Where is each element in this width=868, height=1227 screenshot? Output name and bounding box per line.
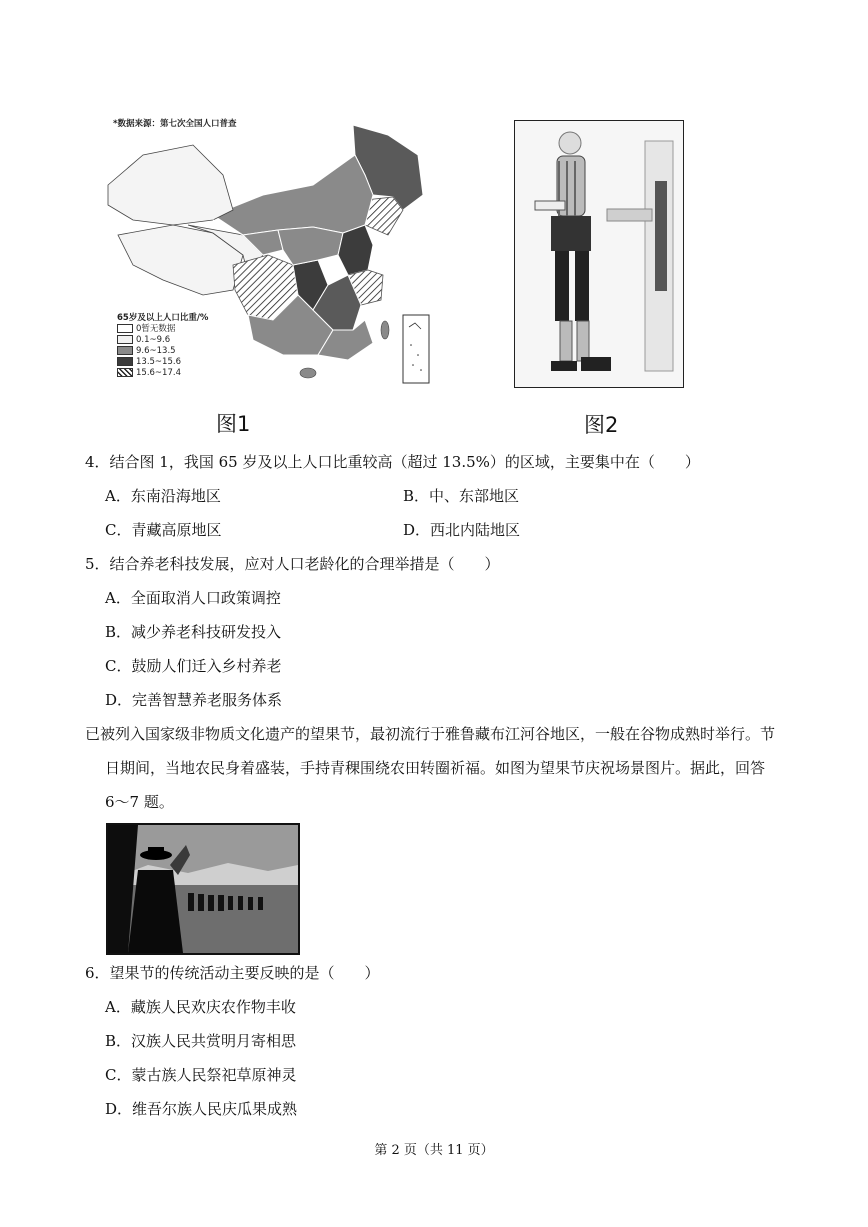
legend-title: 65岁及以上人口比重/% [117,313,209,323]
legend-swatch [117,357,133,366]
q6-option-d[interactable]: D．维吾尔族人民庆瓜果成熟 [105,1100,298,1118]
q6-option-c[interactable]: C．蒙古族人民祭祀草原神灵 [105,1066,297,1084]
legend-swatch [117,368,133,377]
q5-option-a[interactable]: A．全面取消人口政策调控 [105,589,281,607]
exoskeleton-illustration [515,121,683,387]
legend-swatch [117,335,133,344]
passage [85,717,800,819]
legend-item [117,368,208,379]
q5-stem: 5．结合养老科技发展，应对人口老龄化的合理举措是（ ） [85,555,500,573]
legend-label: 0暂无数据 [136,324,176,334]
legend-label: 9.6~13.5 [136,346,176,356]
figure1-map [103,115,433,390]
passage-line2: 日期间，当地农民身着盛装，手持青稞围绕农田转圈祈福。如图为望果节庆祝场景图片。据此，回答 [105,759,766,777]
q4-stem: 4．结合图 1，我国 65 岁及以上人口比重较高（超过 13.5%）的区域，主要集中在（ ） [85,453,700,471]
figure1-caption: 图1 [216,412,251,436]
festival-illustration [108,825,298,953]
q6-option-b[interactable]: B．汉族人民共赏明月寄相思 [105,1032,297,1050]
q6-option-a[interactable]: A．藏族人民欢庆农作物丰收 [105,998,296,1016]
passage-line1: 已被列入国家级非物质文化遗产的望果节，最初流行于雅鲁藏布江河谷地区，一般在谷物成熟时举行。节 [85,725,776,743]
passage-line3: 6～7 题。 [105,793,174,811]
map-source-note: *数据来源：第七次全国人口普查 [113,119,237,129]
q6-stem: 6．望果节的传统活动主要反映的是（ ） [85,964,380,982]
map-legend [117,313,208,379]
legend-item [117,335,208,346]
q5-option-b[interactable]: B．减少养老科技研发投入 [105,623,282,641]
legend-label: 0.1~9.6 [136,335,171,345]
festival-photo [106,823,300,955]
page-footer: 第 2 页（共 11 页） [374,1143,494,1158]
legend-label: 15.6~17.4 [136,368,181,378]
q4-option-c[interactable]: C．青藏高原地区 [105,521,222,539]
legend-item [117,346,208,357]
q4-option-b[interactable]: B．中、东部地区 [403,487,520,505]
legend-item [117,324,208,335]
legend-swatch [117,324,133,333]
legend-label: 13.5~15.6 [136,357,181,367]
q4-option-a[interactable]: A．东南沿海地区 [105,487,221,505]
figure2-caption: 图2 [584,413,619,437]
figure2-photo [514,120,684,388]
q5-option-c[interactable]: C．鼓励人们迁入乡村养老 [105,657,282,675]
legend-item [117,357,208,368]
q4-option-d[interactable]: D．西北内陆地区 [403,521,521,539]
legend-swatch [117,346,133,355]
q5-option-d[interactable]: D．完善智慧养老服务体系 [105,691,283,709]
